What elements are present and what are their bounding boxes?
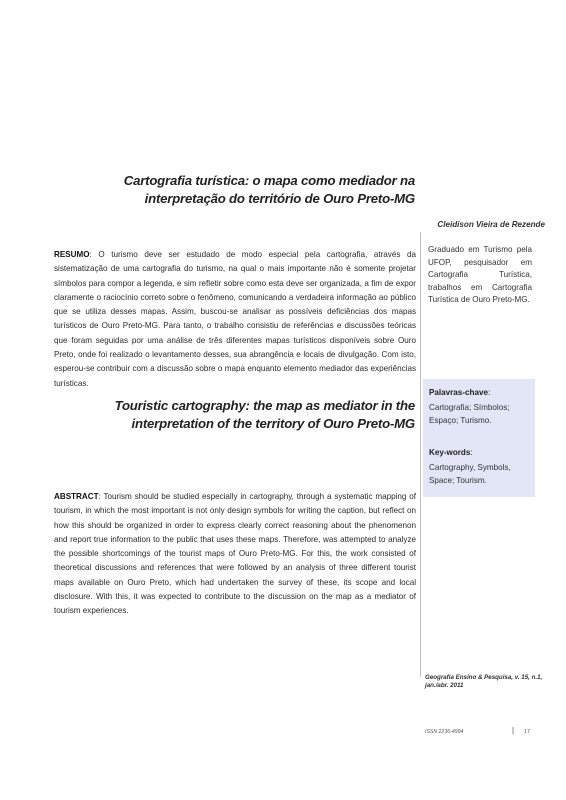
author-bio: Graduado em Turismo pela UFOP, pesquisador em Cartografia Turística, trabalhos em Cartografia Turística de Ouro Preto-MG. (428, 245, 532, 305)
keywords-en-heading (429, 448, 473, 457)
abstract-text: : Tourism should be studied especially in cartography, through a systematic mapping of tourism, in which the most important is not only design symbols for writing the caption, but reflect on how this should be organized in order to express clearly correct reasoning about the phenomenon and report true information to the public that uses these maps. Therefore, was attempted to analyze the possible shortcomings of the tourist maps of Ouro Preto-MG. For this, the work consisted of theoretical discussions and references that were followed by an analysis of three different tourist maps available on Ouro Preto, which had undertaken the survey of these, its scope and local disclosure. With this, it was expected to contribute to the discussion on the map as a mediator of tourism experiences. (54, 492, 416, 616)
issn-number: ISSN 2236-4994 (425, 729, 464, 735)
resumo-label: RESUMO (54, 250, 90, 259)
keywords-box (423, 379, 535, 497)
abstract-label: ABSTRACT (54, 492, 99, 501)
footer-separator: | (512, 726, 515, 735)
article-title-english: Touristic cartography: the map as mediator in the interpretation of the territory of Ouro Preto-MG (114, 398, 415, 431)
keywords-pt-heading (429, 388, 490, 397)
abstract-paragraph (54, 490, 416, 619)
keywords-en-list: Cartography, Symbols, Space; Tourism. (429, 463, 511, 485)
article-title-portuguese: Cartografia turística: o mapa como mediador na interpretação do território de Ouro Preto-MG (123, 173, 415, 206)
keywords-pt-list: Cartografia; Símbolos; Espaço; Turismo. (429, 403, 510, 425)
keywords-pt-label: Palavras-chave (429, 388, 488, 397)
journal-citation: Geografia Ensino & Pesquisa, v. 15, n.1, jan./abr. 2011 (425, 674, 543, 689)
keywords-pt-colon: : (487, 388, 491, 397)
keywords-en-label: Key-words (429, 448, 471, 457)
resumo-text: : O turismo deve ser estudado de modo especial pela cartografia, através da sistematização de uma cartografia do turismo, na qual o mais importante não é somente projetar símbolos para compor a legenda, e sim refletir sobre como esta deve ser organizada, a fim de expor claramente o raciocínio correto sobre o fenômeno, comunicando a verdadeira informação ao público que se utiliza desses mapas. Assim, buscou-se analisar as possíveis deficiências dos mapas turísticos de Ouro Preto-MG. Para tanto, o trabalho consistiu de referências e discussões teóricas que foram seguidas por uma análise de três diferentes mapas turísticos disponíveis sobre Ouro Preto, onde foi realizado o levantamento desses, sua abrangência e locais de divulgação. Com isto, esperou-se contribuir com a discussão sobre o mapa enquanto elemento mediador das experiências turísticas. (54, 250, 416, 388)
keywords-en-colon: : (470, 448, 473, 457)
column-divider (420, 232, 421, 677)
page-number: 17 (524, 729, 531, 735)
author-name: Cleidison Vieira de Rezende (437, 220, 545, 229)
resumo-paragraph (54, 248, 416, 391)
